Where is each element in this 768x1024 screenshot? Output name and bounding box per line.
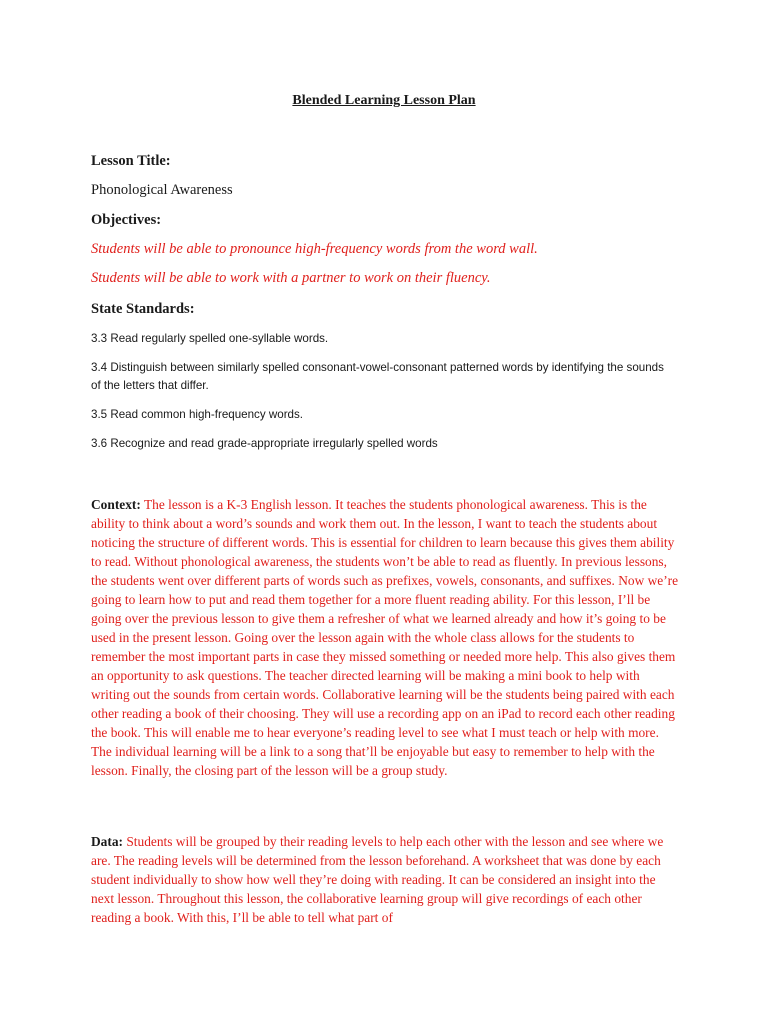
document-title: Blended Learning Lesson Plan bbox=[292, 93, 476, 108]
lesson-title-heading: Lesson Title: bbox=[91, 153, 171, 169]
standard-item: 3.6 Recognize and read grade-appropriate irregularly spelled words bbox=[91, 437, 438, 450]
context-label: Context: bbox=[91, 497, 141, 512]
data-text: Students will be grouped by their reading levels to help each other with the lesson and see where we are. The reading levels will be determined from the lesson beforehand. A worksheet that was done by each student individually to show how well they’re doing with reading. It can be considered an insight into the next lesson. Throughout this lesson, the collaborative learning group will give recordings of each other reading a book. With this, I’ll be able to tell what part of bbox=[91, 834, 664, 925]
data-paragraph bbox=[91, 832, 681, 927]
data-label: Data: bbox=[91, 834, 123, 849]
standard-item: 3.5 Read common high-frequency words. bbox=[91, 408, 304, 421]
lesson-title-value: Phonological Awareness bbox=[91, 182, 233, 198]
standard-item: 3.4 Distinguish between similarly spelled consonant-vowel-consonant patterned words by identifying the sounds of the letters that differ. bbox=[91, 361, 664, 392]
state-standards-heading: State Standards: bbox=[91, 301, 195, 317]
objectives-heading: Objectives: bbox=[91, 212, 162, 228]
objective-item: Students will be able to work with a partner to work on their fluency. bbox=[91, 270, 491, 286]
context-text: The lesson is a K-3 English lesson. It teaches the students phonological awareness. This is the ability to think about a word’s sounds and work them out. In the lesson, I want to teach the students about noticing the structure of different words. This is essential for children to learn because this gives them ability to read. Without phonological awareness, the students won’t be able to read as fluently. In previous lessons, the students went over different parts of words such as prefixes, vowels, consonants, and suffixes. Now we’re going to learn how to put and read them together for a more fluent reading ability. For this lesson, I’ll be going over the previous lesson to give them a refresher of what we learned already and how it’s going to be used in the present lesson. Going over the lesson again with the whole class allows for the students to remember the most important parts in case they missed something or needed more help. This also gives them an opportunity to ask questions. The teacher directed learning will be making a mini book to help with writing out the sounds from certain words. Collaborative learning will be the students being paired with each other reading a book of their choosing. They will use a recording app on an iPad to record each other reading the book. This will enable me to hear everyone’s reading level to see what I must teach or help with more. The individual learning will be a link to a song that’ll be enjoyable but easy to remember to help with the lesson. Finally, the closing part of the lesson will be a group study. bbox=[91, 497, 679, 778]
standard-item: 3.3 Read regularly spelled one-syllable words. bbox=[91, 332, 329, 345]
context-paragraph bbox=[91, 495, 681, 780]
objective-item: Students will be able to pronounce high-frequency words from the word wall. bbox=[91, 241, 538, 257]
